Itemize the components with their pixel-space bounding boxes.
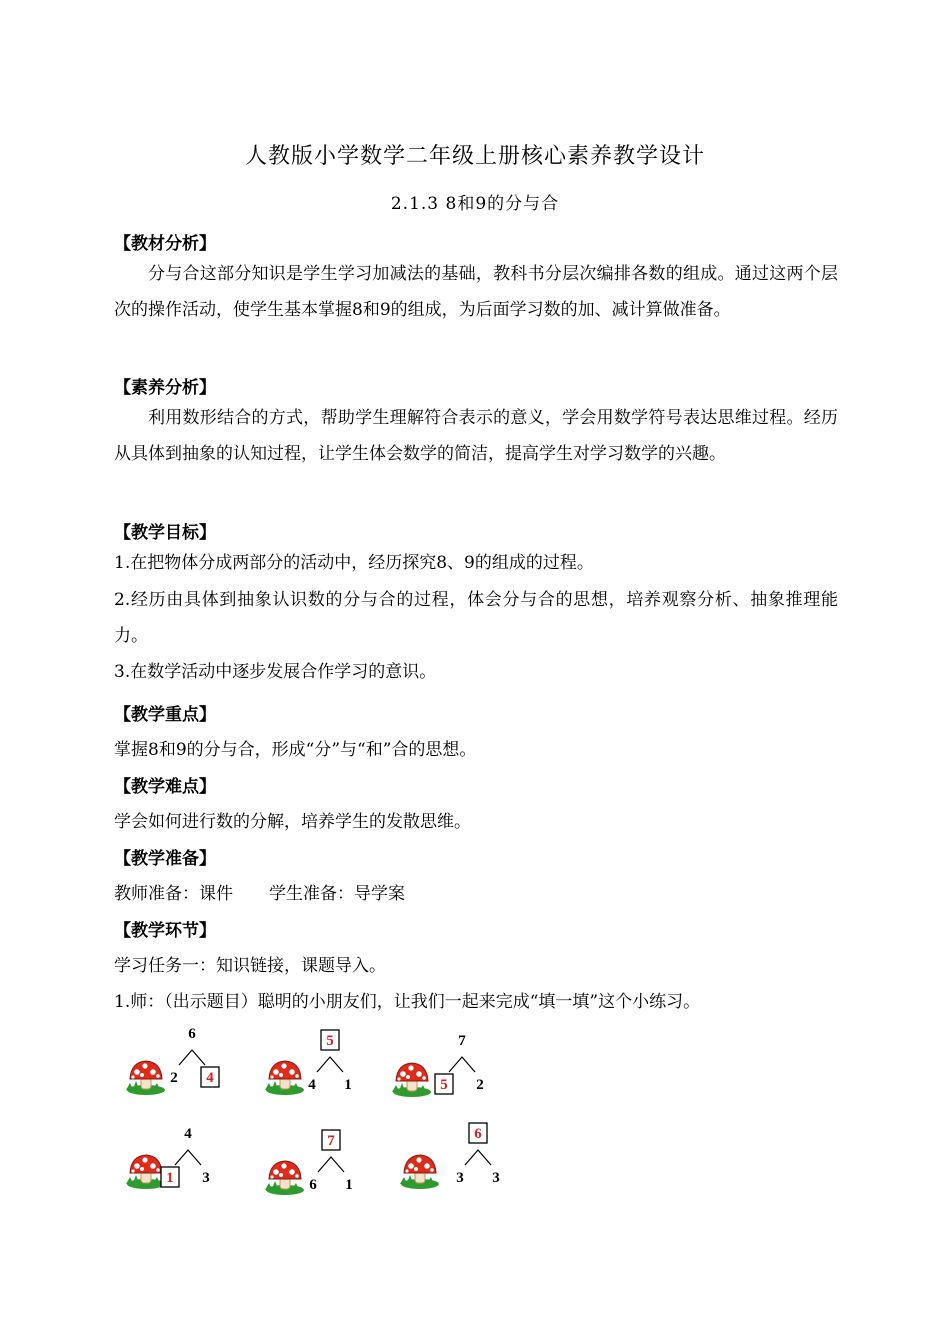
step-item-1: 1.师：（出示题目）聪明的小朋友们，让我们一起来完成“填一填”这个小练习。 — [114, 992, 701, 1012]
goal-item-1: 1.在把物体分成两部分的活动中，经历探究8、9的组成的过程。 — [114, 553, 594, 573]
split-lines — [449, 1057, 475, 1072]
mushroom-icon — [400, 1155, 439, 1189]
split-lines — [465, 1150, 491, 1165]
left-number: 1 — [166, 1170, 174, 1186]
mushroom-icon — [265, 1161, 304, 1195]
left-number: 6 — [309, 1177, 317, 1193]
task-one-text: 学习任务一：知识链接，课题导入。 — [114, 956, 386, 976]
material-analysis-text: 分与合这部分知识是学生学习加减法的基础，教科书分层次编排各数的组成。通过这两个层次的操作活动，使学生基本掌握8和9的组成，为后面学习数的加、减计算做准备。 — [114, 264, 838, 320]
heading-preparation: 【教学准备】 — [114, 849, 216, 869]
composition-exercise — [126, 1026, 219, 1095]
composition-exercise — [126, 1126, 210, 1189]
mushroom-icon — [265, 1061, 304, 1095]
document-title: 人教版小学数学二年级上册核心素养教学设计 — [244, 144, 705, 169]
right-number: 2 — [476, 1077, 484, 1093]
mushroom-icon — [126, 1061, 165, 1095]
difficulty-text: 学会如何进行数的分解，培养学生的发散思维。 — [114, 812, 471, 832]
top-number: 7 — [327, 1133, 335, 1149]
mushroom-icon — [392, 1063, 431, 1097]
split-lines — [317, 1057, 343, 1072]
heading-difficulty: 【教学难点】 — [114, 777, 216, 797]
left-number: 4 — [308, 1077, 316, 1093]
heading-teaching-steps: 【教学环节】 — [114, 921, 216, 941]
student-prep: 学生准备：导学案 — [269, 884, 405, 904]
right-number: 1 — [344, 1077, 352, 1093]
lesson-subtitle: 2.1.3 8和9的分与合 — [390, 194, 560, 214]
top-number: 5 — [326, 1033, 334, 1049]
left-number: 5 — [440, 1077, 448, 1093]
left-number: 2 — [170, 1070, 178, 1086]
key-point-text: 掌握8和9的分与合，形成“分”与“和”合的思想。 — [114, 740, 477, 760]
split-lines — [175, 1150, 201, 1165]
heading-literacy-analysis: 【素养分析】 — [114, 378, 216, 398]
top-number: 4 — [184, 1126, 192, 1142]
heading-key-point: 【教学重点】 — [114, 705, 216, 725]
mushroom-icon — [126, 1155, 165, 1189]
composition-exercise — [392, 1033, 484, 1097]
right-number: 3 — [202, 1170, 210, 1186]
literacy-analysis-text: 利用数形结合的方式，帮助学生理解符合表示的意义，学会用数学符号表达思维过程。经历从具体到抽象的认知过程，让学生体会数学的简洁，提高学生对学习数学的兴趣。 — [114, 408, 838, 464]
heading-teaching-goals: 【教学目标】 — [114, 523, 216, 543]
right-number: 3 — [492, 1170, 500, 1186]
top-number: 7 — [458, 1033, 466, 1049]
goal-item-3: 3.在数学活动中逐步发展合作学习的意识。 — [114, 662, 437, 682]
split-lines — [179, 1050, 205, 1065]
left-number: 3 — [456, 1170, 464, 1186]
teacher-prep: 教师准备：课件 — [114, 884, 233, 904]
composition-exercise — [265, 1130, 353, 1195]
heading-material-analysis: 【教材分析】 — [114, 234, 216, 254]
goal-item-2: 2.经历由具体到抽象认识数的分与合的过程，体会分与合的思想，培养观察分析、抽象推理能力。 — [114, 590, 838, 646]
top-number: 6 — [474, 1126, 482, 1142]
composition-exercise — [265, 1030, 352, 1095]
split-lines — [318, 1157, 344, 1172]
right-number: 1 — [345, 1177, 353, 1193]
composition-exercise — [400, 1123, 500, 1189]
right-number: 4 — [206, 1070, 214, 1086]
top-number: 6 — [188, 1026, 196, 1042]
